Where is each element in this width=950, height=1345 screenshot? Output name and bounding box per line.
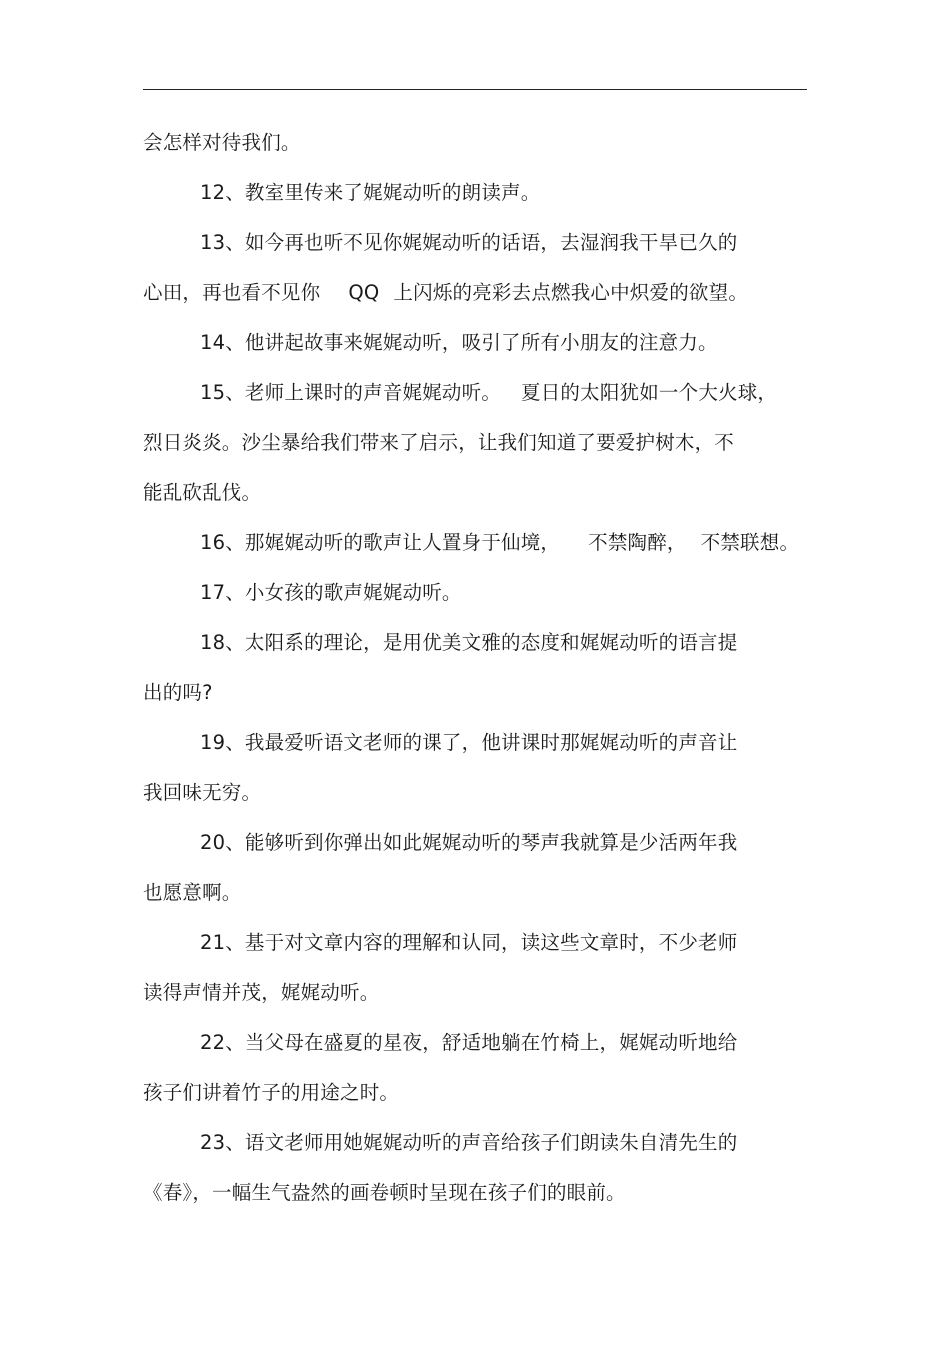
text-segment: 不禁联想。 <box>700 531 800 554</box>
text-line <box>143 518 800 568</box>
text-line: 出的吗? <box>143 681 213 704</box>
text-segment: 15、老师上课时的声音娓娓动听。 <box>200 381 502 404</box>
text-line: 也愿意啊。 <box>143 881 242 904</box>
text-line: 19、我最爱听语文老师的课了，他讲课时那娓娓动听的声音让 <box>200 731 738 754</box>
text-line: 14、他讲起故事来娓娓动听，吸引了所有小朋友的注意力。 <box>200 331 718 354</box>
text-line: 23、语文老师用她娓娓动听的声音给孩子们朗读朱自清先生的 <box>200 1131 738 1154</box>
text-line: 读得声情并茂，娓娓动听。 <box>143 981 380 1004</box>
text-line <box>143 268 783 318</box>
text-line: 我回味无穷。 <box>143 781 262 804</box>
text-line: 17、小女孩的歌声娓娓动听。 <box>200 581 462 604</box>
text-line: 22、当父母在盛夏的星夜，舒适地躺在竹椅上，娓娓动听地给 <box>200 1031 738 1054</box>
text-segment: QQ <box>348 281 380 304</box>
text-segment: 上闪烁的亮彩去点燃我心中炽爱的欲望。 <box>393 281 749 304</box>
text-segment: 夏日的太阳犹如一个大火球， <box>521 381 778 404</box>
text-line: 会怎样对待我们。 <box>143 131 301 154</box>
text-line: 烈日炎炎。沙尘暴给我们带来了启示，让我们知道了要爱护树木，不 <box>143 431 735 454</box>
text-segment: 心田，再也看不见你 <box>143 281 321 304</box>
text-line <box>143 368 783 418</box>
text-line: 13、如今再也听不见你娓娓动听的话语，去湿润我干旱已久的 <box>200 231 738 254</box>
text-line: 12、教室里传来了娓娓动听的朗读声。 <box>200 181 541 204</box>
header-rule <box>143 89 807 90</box>
text-line: 21、基于对文章内容的理解和认同，读这些文章时，不少老师 <box>200 931 738 954</box>
text-line: 18、太阳系的理论，是用优美文雅的态度和娓娓动听的语言提 <box>200 631 738 654</box>
document-body <box>143 118 800 1218</box>
text-line: 能乱砍乱伐。 <box>143 481 262 504</box>
text-line: 《春》，一幅生气盎然的画卷顿时呈现在孩子们的眼前。 <box>143 1181 626 1204</box>
text-line: 孩子们讲着竹子的用途之时。 <box>143 1081 400 1104</box>
text-line: 20、能够听到你弹出如此娓娓动听的琴声我就算是少活两年我 <box>200 831 738 854</box>
text-segment: 不禁陶醉， <box>588 531 687 554</box>
text-segment: 16、那娓娓动听的歌声让人置身于仙境， <box>200 531 561 554</box>
